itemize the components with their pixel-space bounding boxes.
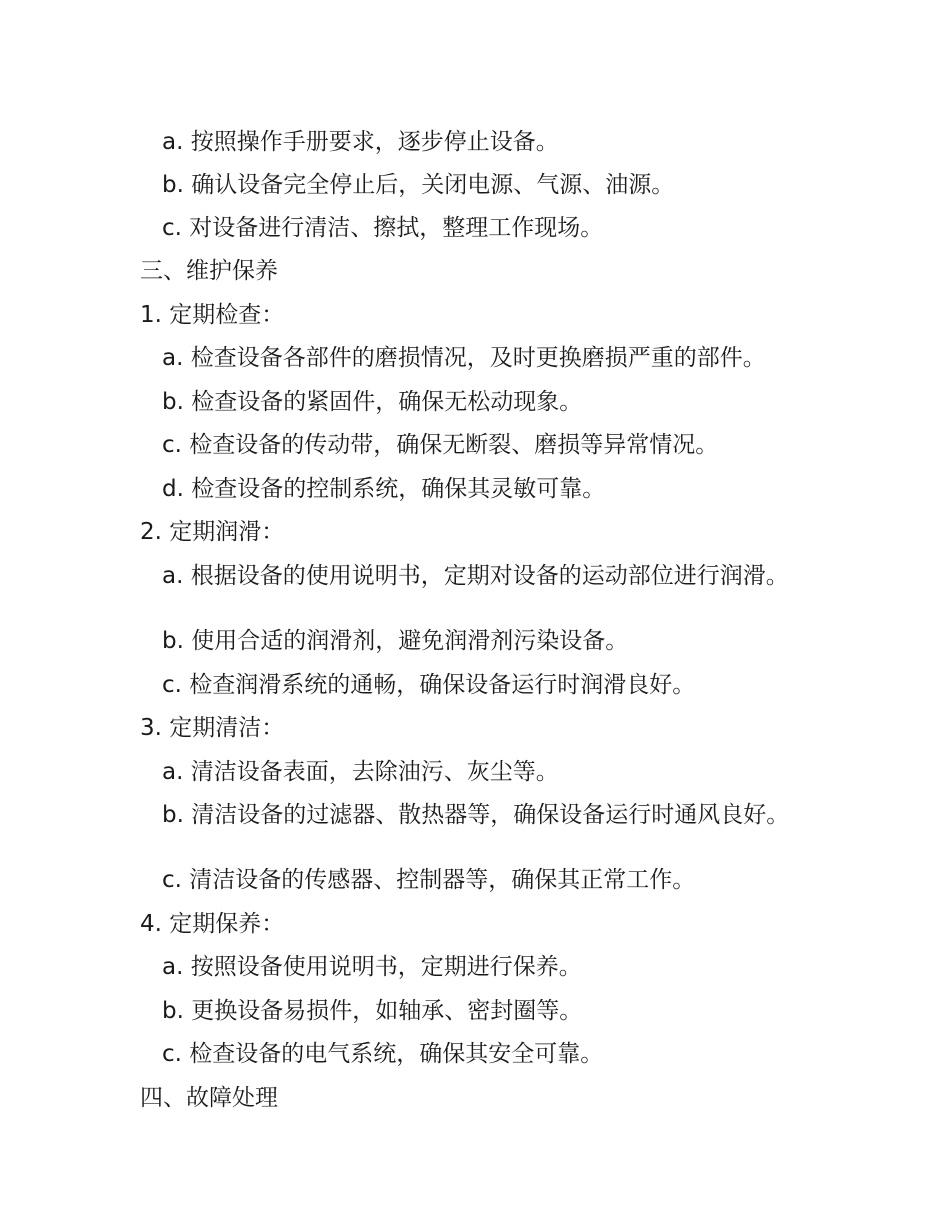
- paragraph: a. 按照设备使用说明书，定期进行保养。: [162, 954, 582, 980]
- paragraph: c. 检查设备的传动带，确保无断裂、磨损等异常情况。: [162, 432, 719, 458]
- subsection-heading: 1. 定期检查：: [140, 302, 285, 328]
- subsection-heading: 2. 定期润滑：: [140, 519, 285, 545]
- section-heading: 四、故障处理: [140, 1085, 278, 1111]
- paragraph: a. 清洁设备表面，去除油污、灰尘等。: [162, 759, 559, 785]
- paragraph: b. 更换设备易损件，如轴承、密封圈等。: [162, 998, 583, 1024]
- paragraph: c. 对设备进行清洁、擦拭，整理工作现场。: [162, 215, 604, 241]
- paragraph: d. 检查设备的控制系统，确保其灵敏可靠。: [162, 476, 606, 502]
- paragraph: a. 检查设备各部件的磨损情况，及时更换磨损严重的部件。: [162, 345, 766, 371]
- subsection-heading: 3. 定期清洁：: [140, 715, 285, 741]
- paragraph: c. 清洁设备的传感器、控制器等，确保其正常工作。: [162, 867, 696, 893]
- subsection-heading: 4. 定期保养：: [140, 911, 285, 937]
- paragraph: b. 检查设备的紧固件，确保无松动现象。: [162, 389, 583, 415]
- paragraph: b. 清洁设备的过滤器、散热器等，确保设备运行时通风良好。: [162, 802, 790, 828]
- paragraph: a. 按照操作手册要求，逐步停止设备。: [162, 129, 559, 155]
- section-heading: 三、维护保养: [140, 258, 278, 284]
- paragraph: c. 检查润滑系统的通畅，确保设备运行时润滑良好。: [162, 672, 696, 698]
- paragraph: a. 根据设备的使用说明书，定期对设备的运动部位进行润滑。: [162, 563, 789, 589]
- paragraph: c. 检查设备的电气系统，确保其安全可靠。: [162, 1041, 604, 1067]
- paragraph: b. 使用合适的润滑剂，避免润滑剂污染设备。: [162, 628, 629, 654]
- paragraph: b. 确认设备完全停止后，关闭电源、气源、油源。: [162, 172, 675, 198]
